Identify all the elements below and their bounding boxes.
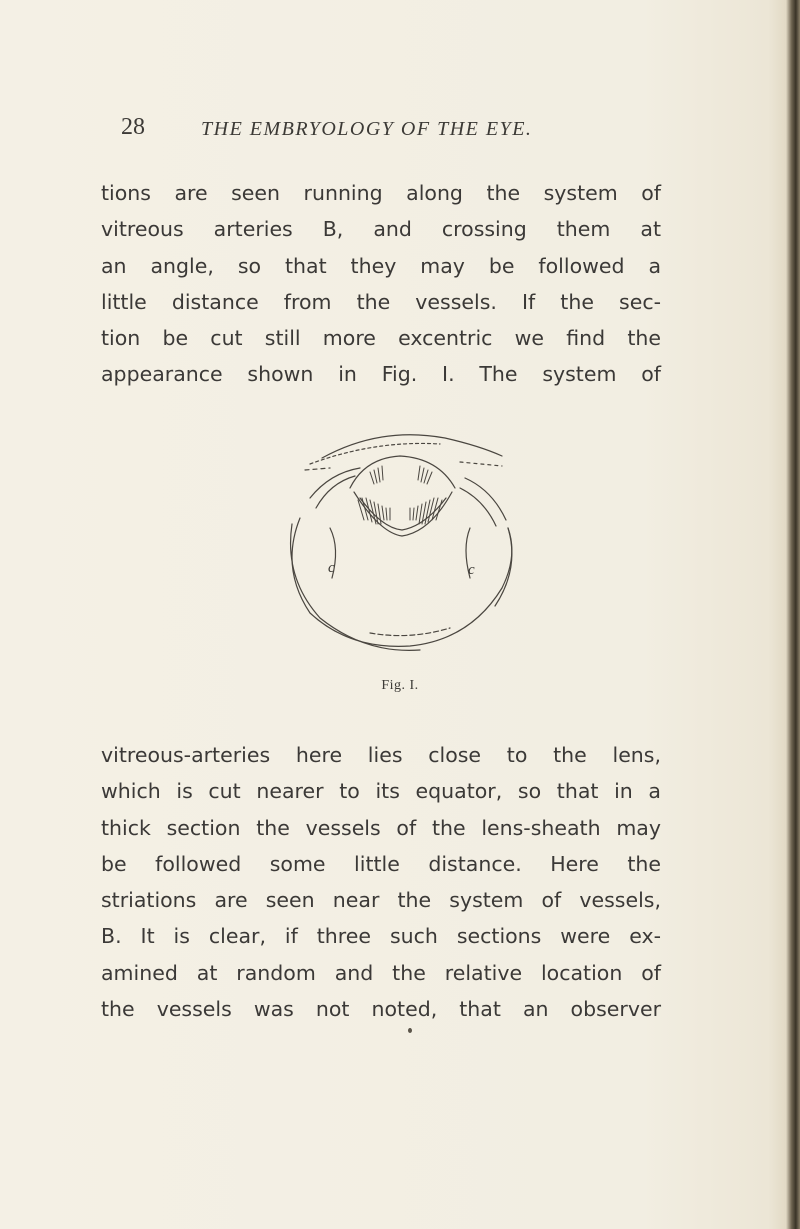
text-line: be followed some little distance. Here the xyxy=(101,851,661,876)
paragraph-1 xyxy=(101,175,661,393)
running-head xyxy=(121,114,681,148)
text-line: an angle, so that they may be followed a xyxy=(101,253,661,278)
running-title: THE EMBRYOLOGY OF THE EYE. xyxy=(201,118,533,140)
figure-i-illustration xyxy=(270,428,528,662)
printer-mark xyxy=(408,1028,412,1033)
text-line: amined at random and the relative location of xyxy=(101,960,661,985)
figure-label-left: c xyxy=(328,560,335,576)
text-line: which is cut nearer to its equator, so that in a xyxy=(101,779,661,804)
text-line: vitreous-arteries here lies close to the lens, xyxy=(101,743,661,767)
text-line: tion be cut still more excentric we find the xyxy=(101,326,661,351)
text-line: thick section the vessels of the lens-sheath may xyxy=(101,815,661,840)
text-line: striations are seen near the system of vessels, xyxy=(101,888,661,913)
text-line: appearance shown in Fig. I. The system of xyxy=(101,362,661,387)
page-number: 28 xyxy=(121,114,145,140)
text-line: little distance from the vessels. If the sec- xyxy=(101,289,661,314)
page-edge-shadow xyxy=(786,0,800,1229)
text-line: the vessels was not noted, that an observer xyxy=(101,997,661,1022)
figure-label-right: c xyxy=(468,562,475,578)
figure-caption: Fig. I. xyxy=(381,678,419,693)
text-line: vitreous arteries B, and crossing them at xyxy=(101,217,661,242)
paragraph-2 xyxy=(101,737,661,1027)
text-line: B. It is clear, if three such sections were ex- xyxy=(101,924,661,949)
text-line: tions are seen running along the system of xyxy=(101,181,661,205)
